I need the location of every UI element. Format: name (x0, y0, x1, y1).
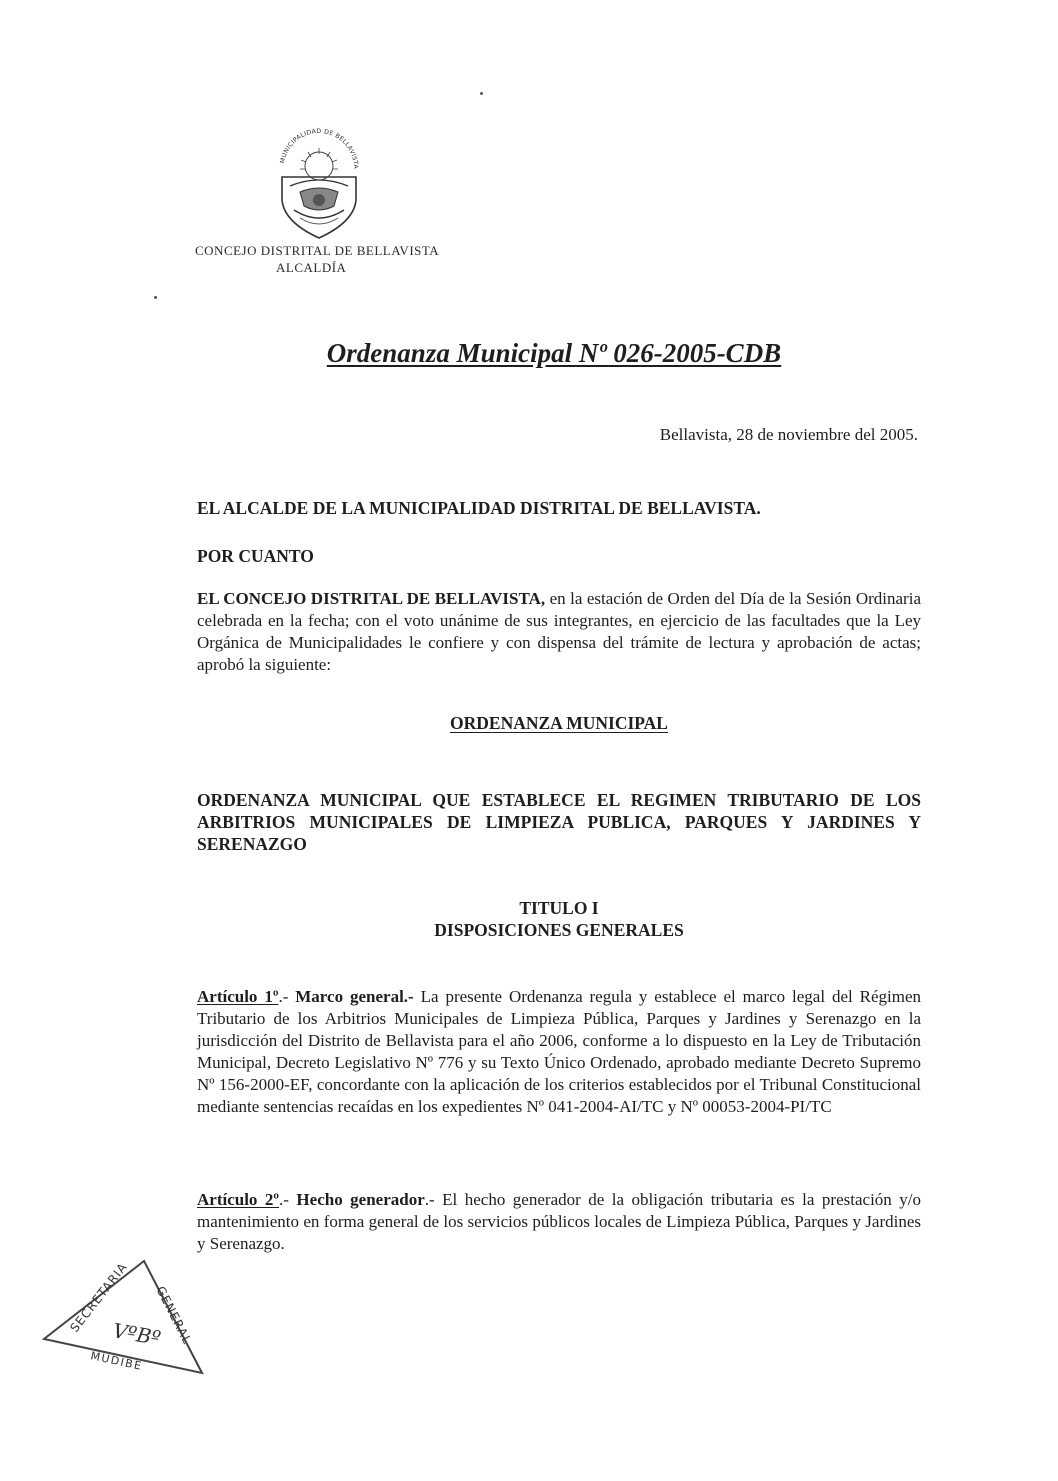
document-title: Ordenanza Municipal Nº 026-2005-CDB (326, 338, 782, 368)
stamp-center-text: VºBº (111, 1318, 163, 1351)
ordinance-subject: ORDENANZA MUNICIPAL QUE ESTABLECE EL REGIMEN TRIBUTARIO DE LOS ARBITRIOS MUNICIPALES DE LIMPIEZA PUBLICA, PARQUES Y JARDINES Y SERENAZGO (197, 790, 921, 854)
article-label: Artículo 2º (197, 1190, 280, 1209)
seal-text: MUNICIPALIDAD DE BELLAVISTA (279, 127, 360, 170)
intro-paragraph (197, 588, 921, 676)
intro-text: en la estación de Orden del Día de la Sesión Ordinaria celebrada en la fecha; con el voto unánime de sus integrantes, en ejercicio de las facultades que la Ley Orgánica de Municipalidades le confiere y con dispensa del trámite de lectura y aprobación de actas; aprobó la siguiente: (197, 589, 921, 674)
org-subtitle: ALCALDÍA (276, 260, 347, 275)
article-name: Hecho generador (296, 1190, 425, 1209)
secretaria-stamp-icon (38, 1255, 208, 1385)
article-name: Marco general.- (295, 987, 414, 1006)
scan-speck (154, 296, 157, 299)
date-line: Bellavista, 28 de noviembre del 2005. (659, 425, 918, 444)
article-2 (197, 1189, 921, 1255)
scan-speck (480, 92, 483, 95)
article-1 (197, 986, 921, 1118)
article-label: Artículo 1º (197, 987, 279, 1006)
ordinance-heading: ORDENANZA MUNICIPAL (450, 713, 668, 733)
intro-bold-text: EL CONCEJO DISTRITAL DE BELLAVISTA, (197, 589, 546, 608)
por-cuanto-heading: POR CUANTO (197, 546, 314, 566)
org-name: CONCEJO DISTRITAL DE BELLAVISTA (195, 243, 440, 258)
stamp-top-text: SECRETARIA (67, 1259, 131, 1335)
title-heading: TITULO I (519, 898, 599, 918)
alcalde-heading: EL ALCALDE DE LA MUNICIPALIDAD DISTRITAL DE BELLAVISTA. (197, 498, 761, 518)
stamp-right-text: GENERAL (153, 1284, 195, 1347)
section-heading: DISPOSICIONES GENERALES (434, 920, 684, 940)
article-text: .- El hecho generador de la obligación tributaria es la prestación y/o mantenimiento en forma general de los servicios públicos locales de Limpieza Pública, Parques y Jardines y Serenazgo. (197, 1190, 921, 1253)
article-separator: .- (278, 987, 296, 1006)
stamp-bottom-text: MUDIBE (89, 1349, 144, 1373)
article-text: La presente Ordenanza regula y establece el marco legal del Régimen Tributario de los Arbitrios Municipales de Limpieza Pública, Parques y Jardines y Serenazgo en la jurisdicción del Distrito de Bellavista para el año 2006, conforme a lo dispuesto en la Ley de Tributación Municipal, Decreto Legislativo Nº 776 y su Texto Único Ordenado, aprobado mediante Decreto Supremo Nº 156-2000-EF, concordante con la aplicación de los criterios establecidos por el Tribunal Constitucional mediante sentencias recaídas en los expedientes Nº 041-2004-AI/TC y Nº 00053-2004-PI/TC (197, 987, 922, 1116)
municipal-seal-icon (270, 122, 368, 242)
article-separator: .- (279, 1190, 297, 1209)
